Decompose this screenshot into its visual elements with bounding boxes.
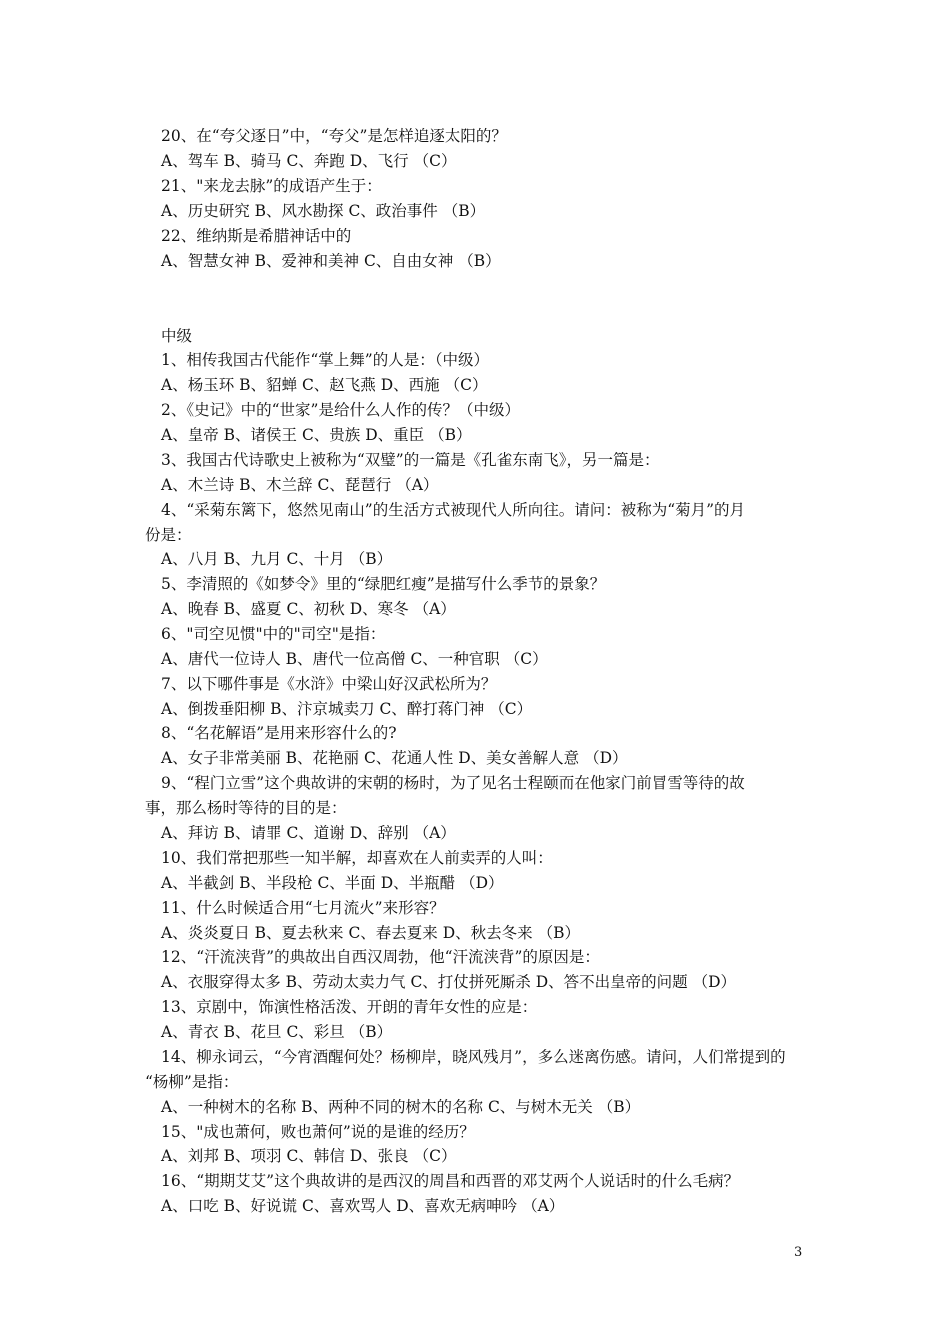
question-21: 21、"来龙去脉”的成语产生于： (161, 177, 382, 195)
question-8: 8、“名花解语”是用来形容什么的? (161, 724, 397, 742)
answer-options-12: A、衣服穿得太多 B、劳动太卖力气 C、打仗拼死厮杀 D、答不出皇帝的问题 （D） (161, 973, 737, 991)
question-4-line-1: 4、“采菊东篱下，悠然见南山”的生活方式被现代人所向往。请问：被称为“菊月”的月 (161, 501, 746, 519)
question-14-line-1: 14、柳永词云，“今宵酒醒何处？杨柳岸，晓风残月”，多么迷离伤感。请问，人们常提到的 (161, 1048, 786, 1066)
answer-options-15: A、刘邦 B、项羽 C、韩信 D、张良 （C） (161, 1147, 457, 1165)
section-heading-intermediate: 中级 (161, 327, 193, 345)
question-4-line-2: 份是： (145, 526, 192, 544)
answer-options-16: A、口吃 B、好说谎 C、喜欢骂人 D、喜欢无病呻吟 （A） (161, 1197, 565, 1215)
question-1: 1、相传我国古代能作“掌上舞”的人是：（中级） (161, 351, 489, 369)
answer-options-5: A、晚春 B、盛夏 C、初秋 D、寒冬 （A） (161, 600, 456, 618)
question-15: 15、"成也萧何，败也萧何”说的是谁的经历？ (161, 1123, 475, 1141)
question-7: 7、以下哪件事是《水浒》中梁山好汉武松所为？ (161, 675, 497, 693)
question-14-line-2: “杨柳”是指： (145, 1073, 239, 1091)
question-10: 10、我们常把那些一知半解，却喜欢在人前卖弄的人叫： (161, 849, 553, 867)
question-9-line-2: 事，那么杨时等待的目的是： (145, 799, 347, 817)
answer-options-20: A、驾车 B、骑马 C、奔跑 D、飞行 （C） (161, 152, 457, 170)
answer-options-3: A、木兰诗 B、木兰辞 C、琵琶行 （A） (161, 476, 439, 494)
answer-options-22: A、智慧女神 B、爱神和美神 C、自由女神 （B） (161, 252, 501, 270)
question-13: 13、京剧中，饰演性格活泼、开朗的青年女性的应是： (161, 998, 538, 1016)
answer-options-11: A、炎炎夏日 B、夏去秋来 C、春去夏来 D、秋去冬来 （B） (161, 924, 580, 942)
page-number: 3 (794, 1245, 803, 1260)
question-5: 5、李清照的《如梦令》里的“绿肥红瘦”是描写什么季节的景象？ (161, 575, 606, 593)
question-6: 6、"司空见惯"中的"司空"是指： (161, 625, 386, 643)
question-11: 11、什么时候适合用“七月流火”来形容？ (161, 899, 445, 917)
question-16: 16、“期期艾艾”这个典故讲的是西汉的周昌和西晋的邓艾两个人说话时的什么毛病？ (161, 1172, 740, 1190)
question-12: 12、“汗流浃背”的典故出自西汉周勃，他“汗流浃背”的原因是： (161, 948, 600, 966)
answer-options-7: A、倒拨垂阳柳 B、汴京城卖刀 C、醉打蒋门神 （C） (161, 700, 533, 718)
answer-options-8: A、女子非常美丽 B、花艳丽 C、花通人性 D、美女善解人意 （D） (161, 749, 628, 767)
question-2: 2、《史记》中的“世家”是给什么人作的传？（中级） (161, 401, 520, 419)
question-20: 20、在“夸父逐日”中，“夸父”是怎样追逐太阳的？ (161, 127, 507, 145)
answer-options-4: A、八月 B、九月 C、十月 （B） (161, 550, 393, 568)
question-3: 3、我国古代诗歌史上被称为“双璧”的一篇是《孔雀东南飞》，另一篇是： (161, 451, 660, 469)
question-22: 22、维纳斯是希腊神话中的 (161, 227, 352, 245)
answer-options-6: A、唐代一位诗人 B、唐代一位高僧 C、一种官职 （C） (161, 650, 548, 668)
question-9-line-1: 9、“程门立雪”这个典故讲的宋朝的杨时，为了见名士程颐而在他家门前冒雪等待的故 (161, 774, 745, 792)
answer-options-9: A、拜访 B、请罪 C、道谢 D、辞别 （A） (161, 824, 456, 842)
answer-options-10: A、半截剑 B、半段枪 C、半面 D、半瓶醋 （D） (161, 874, 504, 892)
answer-options-13: A、青衣 B、花旦 C、彩旦 （B） (161, 1023, 393, 1041)
answer-options-2: A、皇帝 B、诸侯王 C、贵族 D、重臣 （B） (161, 426, 472, 444)
answer-options-14: A、一种树木的名称 B、两种不同的树木的名称 C、与树木无关 （B） (161, 1098, 641, 1116)
answer-options-21: A、历史研究 B、风水勘探 C、政治事件 （B） (161, 202, 486, 220)
answer-options-1: A、杨玉环 B、貂蝉 C、赵飞燕 D、西施 （C） (161, 376, 488, 394)
